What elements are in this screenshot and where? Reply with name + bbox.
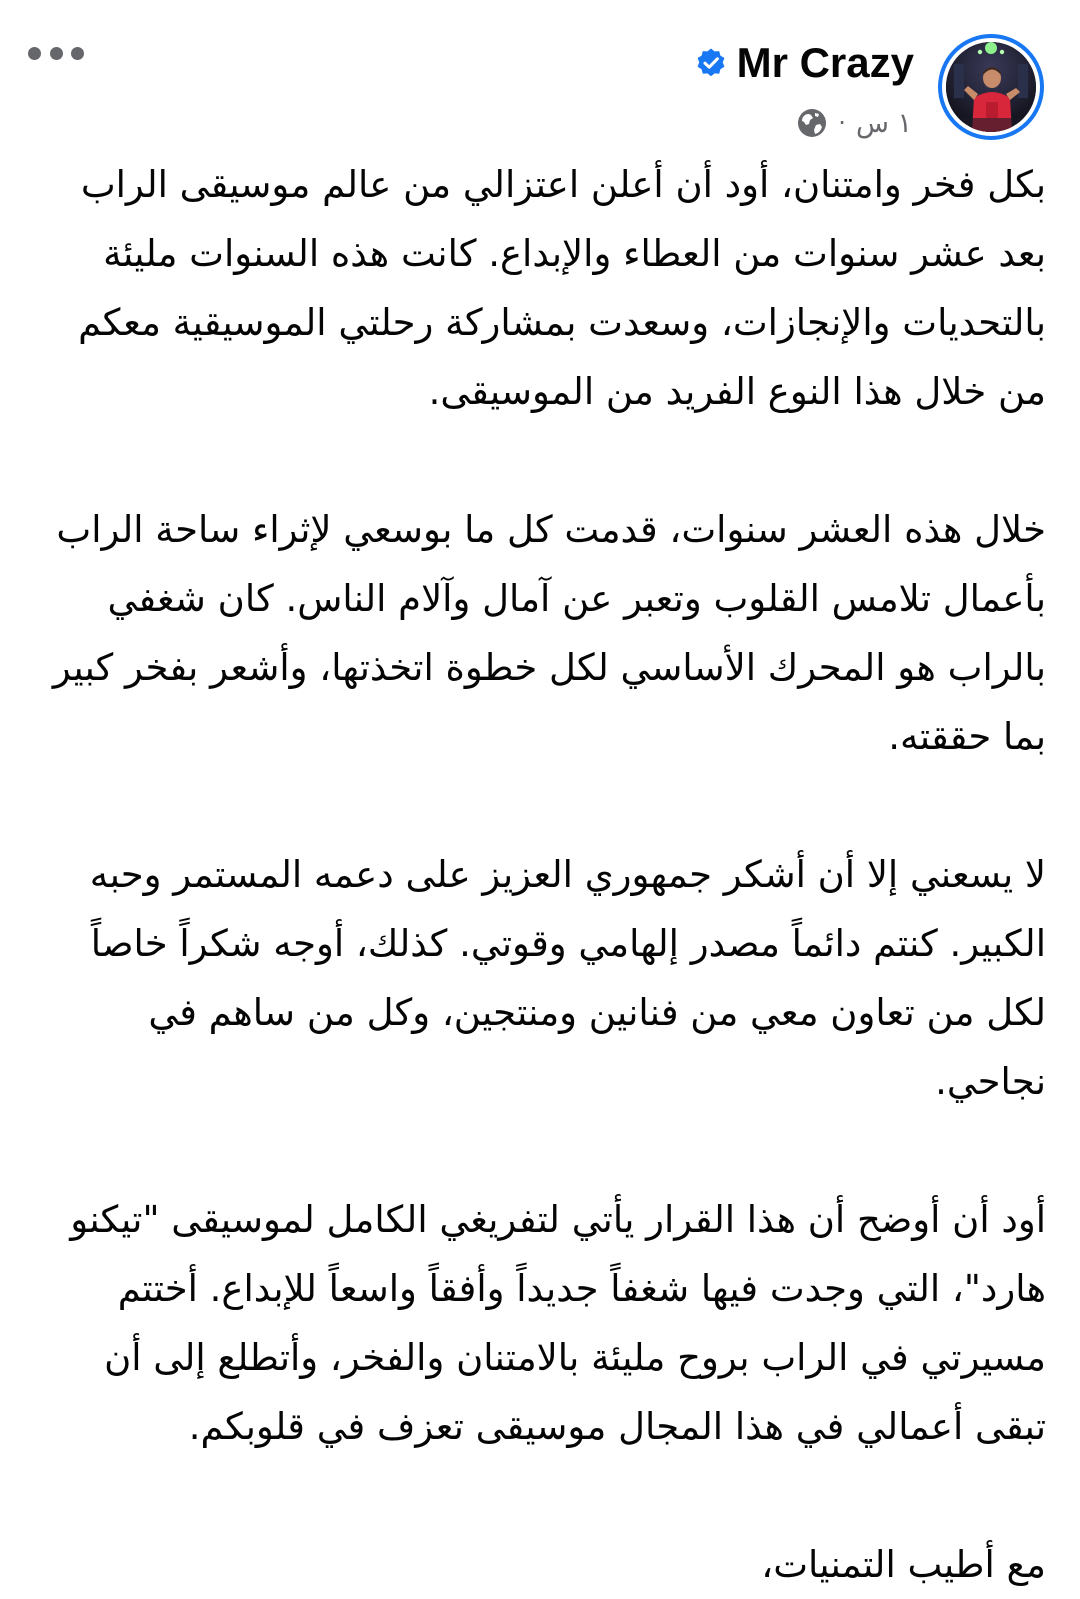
author-name[interactable]: Mr Crazy: [736, 39, 914, 86]
post-paragraph: مع أطيب التمنيات،: [761, 1543, 1046, 1586]
avatar-image: [946, 42, 1036, 132]
post-header: [0, 0, 1080, 150]
more-dot: [50, 47, 63, 60]
verified-badge-icon: [695, 47, 727, 79]
globe-icon[interactable]: [796, 107, 828, 139]
post-timestamp[interactable]: ١ س: [855, 107, 912, 139]
more-options-button[interactable]: [28, 38, 84, 68]
post-body: [28, 150, 1046, 1599]
author-row: [695, 38, 914, 88]
post-paragraph: خلال هذه العشر سنوات، قدمت كل ما بوسعي لإثراء ساحة الراب بأعمال تلامس القلوب وتعبر عن آمال وآلام الناس. كان شغفي بالراب هو المحرك الأساسي لكل خطوة اتخذتها، وأشعر بفخر كبير بما حققته.: [52, 508, 1046, 758]
post-paragraph: بكل فخر وامتنان، أود أن أعلن اعتزالي من عالم موسيقى الراب بعد عشر سنوات من العطاء والإبداع. كانت هذه السنوات مليئة بالتحديات والإنجازات، وسعدت بمشاركة رحلتي الموسيقية معكم من خلال هذا النوع الفريد من الموسيقى.: [78, 163, 1046, 413]
avatar[interactable]: [946, 42, 1036, 132]
more-dot: [71, 47, 84, 60]
more-dot: [28, 47, 41, 60]
post-meta: [796, 104, 912, 142]
post-paragraph: أود أن أوضح أن هذا القرار يأتي لتفريغي الكامل لموسيقى "تيكنو هارد"، التي وجدت فيها شغفاً جديداً وأفقاً واسعاً للإبداع. أختتم مسيرتي في الراب بروح مليئة بالامتنان والفخر، وأتطلع إلى أن تبقى أعمالي في هذا المجال موسيقى تعزف في قلوبكم.: [70, 1198, 1046, 1448]
post-paragraph: لا يسعني إلا أن أشكر جمهوري العزيز على دعمه المستمر وحبه الكبير. كنتم دائماً مصدر إلهامي وقوتي. كذلك، أوجه شكراً خاصاً لكل من تعاون معي من فنانين ومنتجين، وكل من ساهم في نجاحي.: [89, 853, 1046, 1103]
meta-separator: ·: [838, 109, 846, 137]
avatar-story-ring[interactable]: [938, 34, 1044, 140]
